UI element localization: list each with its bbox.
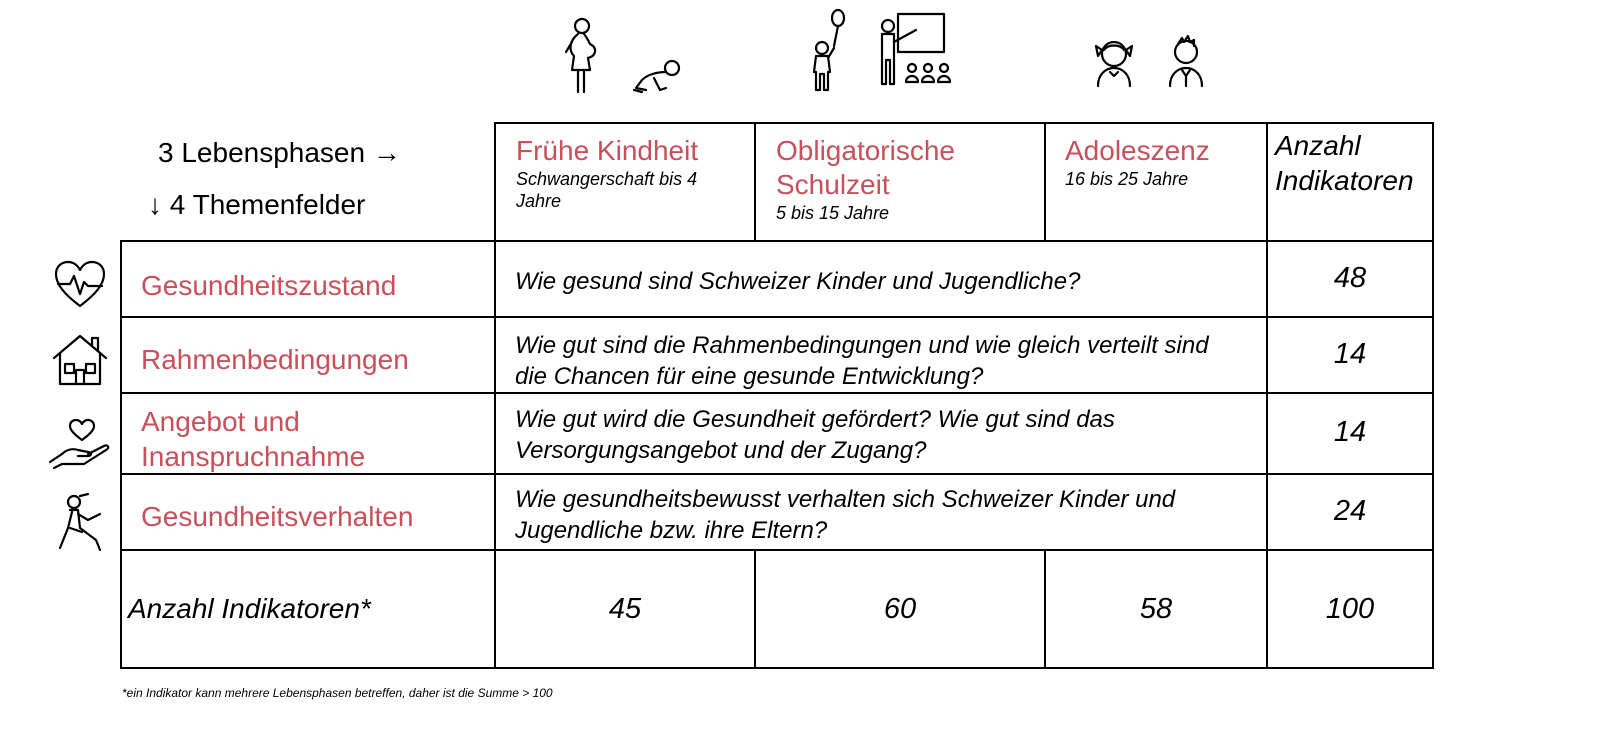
heart-pulse-icon [54,260,106,308]
theme-question: Wie gut sind die Rahmenbedingungen und wie gleich verteilt sind die Chancen für eine gesunde Entwicklung? [515,332,1209,390]
footnote: *ein Indikator kann mehrere Lebensphasen betreffen, daher ist die Summe > 100 [122,686,553,700]
phase-total-school: 60 [883,593,917,625]
totals-row [122,551,1432,667]
theme-count: 48 [1333,262,1367,294]
yoga-person-icon [56,492,104,552]
theme-name: Angebot und Inanspruchnahme [141,406,366,472]
phase-title: Obligatorische Schulzeit [776,135,955,200]
girl-icon [1090,36,1138,88]
theme-name: Gesundheitszustand [141,270,397,301]
theme-question: Wie gut wird die Gesundheit gefördert? Wie gut sind das Versorgungsangebot und der Zugang? [515,406,1115,464]
theme-row-behavior [122,475,1432,549]
grand-total: 100 [1325,593,1375,625]
theme-count: 14 [1333,416,1367,448]
phase-title: Frühe Kindheit [516,135,699,166]
totals-label: Anzahl Indikatoren* [128,593,371,624]
theme-row-health-status [122,242,1432,316]
theme-question: Wie gesundheitsbewusst verhalten sich Schweizer Kinder und Jugendliche bzw. ihre Eltern? [515,486,1176,544]
arrow-right-icon: → [372,137,401,168]
child-balloon-icon [806,8,850,94]
phase-total-early-childhood: 45 [608,593,642,625]
teacher-blackboard-icon [876,12,958,86]
theme-row-offer-usage [122,394,1432,473]
themes-label: 4 Themenfelder [169,189,366,220]
phase-subtitle: 16 bis 25 Jahre [1065,169,1189,189]
phase-subtitle: 5 bis 15 Jahre [776,203,890,223]
phases-label: 3 Lebensphasen [158,137,366,168]
theme-name: Gesundheitsverhalten [141,501,414,532]
hand-heart-icon [48,418,112,468]
arrow-down-icon: ↓ [148,189,162,220]
phase-title: Adoleszenz [1065,135,1210,166]
phase-total-adolescence: 58 [1139,593,1173,625]
theme-question: Wie gesund sind Schweizer Kinder und Jugendliche? [515,268,1081,295]
house-icon [52,334,108,386]
theme-count: 14 [1333,338,1367,370]
crawling-baby-icon [630,58,684,94]
phase-header-early-childhood [516,134,746,212]
pregnant-woman-icon [560,18,606,94]
theme-name: Rahmenbedingungen [141,344,409,375]
phase-subtitle: Schwangerschaft bis 4 Jahre [516,169,698,211]
phase-header-adolescence [1065,134,1265,190]
theme-count: 24 [1333,495,1367,527]
boy-icon [1164,34,1208,88]
theme-row-conditions [122,318,1432,392]
phases-axis-label [158,136,401,170]
count-column-header: Anzahl Indikatoren [1275,130,1414,196]
themes-axis-label [148,188,365,222]
phase-header-school [776,134,1036,224]
